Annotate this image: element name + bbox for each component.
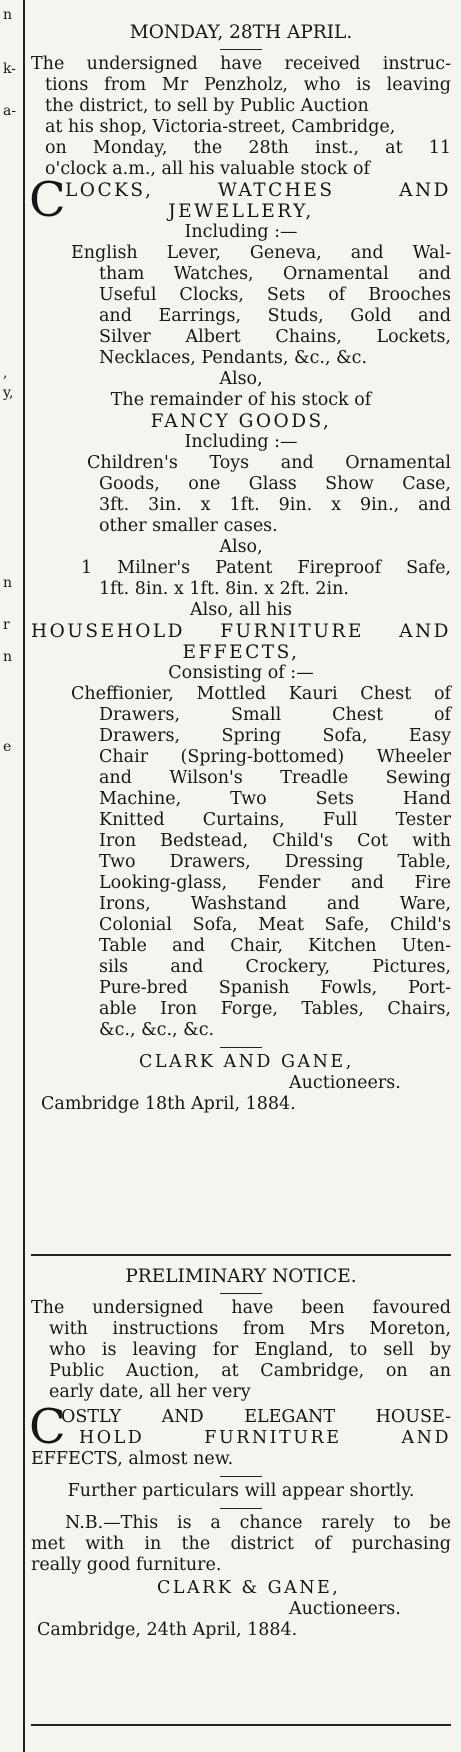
text-line: Chair (Spring-bottomed) Wheeler bbox=[99, 747, 451, 767]
text-line: N.B.—This is a chance rarely to be bbox=[65, 1513, 451, 1533]
notice-separator bbox=[31, 1724, 451, 1726]
text-line: met with in the district of purchasing bbox=[31, 1534, 451, 1554]
text-line: 1 Milner's Patent Fireproof Safe, bbox=[81, 558, 451, 578]
section-title: JEWELLERY, bbox=[168, 201, 314, 222]
text-line: Two Drawers, Dressing Table, bbox=[99, 852, 451, 872]
text-line: Irons, Washstand and Ware, bbox=[99, 894, 451, 914]
text-line: with instructions from Mrs Moreton, bbox=[49, 1319, 451, 1339]
gutter-char: n bbox=[3, 7, 13, 23]
text-line: Drawers, Spring Sofa, Easy bbox=[99, 726, 451, 746]
section-title: HOLD FURNITURE AND bbox=[79, 1428, 451, 1448]
text-line: Drawers, Small Chest of bbox=[99, 705, 451, 725]
section-title: LOCKS, WATCHES AND bbox=[65, 180, 451, 201]
gutter-char: y, bbox=[3, 385, 14, 401]
text-line: Colonial Sofa, Meat Safe, Child's bbox=[99, 915, 451, 935]
text-line: &c., &c., &c. bbox=[99, 1020, 215, 1040]
text-line: the district, to sell by Public Auction bbox=[45, 96, 369, 116]
notice-penzholz-sale bbox=[31, 0, 451, 1115]
gutter-char: e bbox=[3, 739, 12, 755]
text-line: The undersigned have been favoured bbox=[31, 1298, 451, 1318]
auctioneer-title: Auctioneers. bbox=[289, 1599, 401, 1619]
section-title: HOUSEHOLD FURNITURE AND bbox=[31, 621, 451, 642]
text-line: 1ft. 8in. x 1ft. 8in. x 2ft. 2in. bbox=[99, 579, 349, 599]
divider bbox=[220, 1047, 262, 1048]
gutter-char: , bbox=[3, 365, 8, 381]
notice-preliminary bbox=[31, 1266, 451, 1641]
text-line: Table and Chair, Kitchen Uten- bbox=[99, 936, 451, 956]
item-list bbox=[31, 558, 451, 600]
gutter-char: a- bbox=[3, 103, 17, 119]
text-line: and Earrings, Studs, Gold and bbox=[99, 306, 451, 326]
column-rule bbox=[23, 0, 25, 1752]
text-line: Pure-bred Spanish Fowls, Port- bbox=[99, 978, 451, 998]
gutter-char: n bbox=[3, 575, 13, 591]
auctioneer-title: Auctioneers. bbox=[289, 1073, 401, 1093]
dateline: Cambridge 18th April, 1884. bbox=[41, 1094, 296, 1114]
dateline: Cambridge, 24th April, 1884. bbox=[37, 1620, 298, 1640]
notice-intro bbox=[31, 54, 451, 180]
text-line: sils and Crockery, Pictures, bbox=[99, 957, 451, 977]
text-line: Goods, one Glass Show Case, bbox=[99, 474, 451, 494]
text-line: Silver Albert Chains, Lockets, bbox=[99, 327, 451, 347]
subheading: Including :— bbox=[184, 432, 298, 452]
section-title: EFFECTS, almost new. bbox=[31, 1449, 234, 1469]
text-line: Further particulars will appear shortly. bbox=[67, 1481, 415, 1501]
gutter-char: k- bbox=[3, 61, 16, 77]
text-line: tions from Mr Penzholz, who is leaving bbox=[45, 75, 451, 95]
text-line: really good furniture. bbox=[31, 1555, 222, 1575]
text-line: Public Auction, at Cambridge, on an bbox=[49, 1361, 451, 1381]
notice-intro bbox=[31, 1298, 451, 1403]
text-line: Children's Toys and Ornamental bbox=[87, 453, 451, 473]
section-title: FANCY GOODS, bbox=[150, 411, 332, 432]
gutter-char: r bbox=[3, 617, 10, 633]
text-line: at his shop, Victoria-street, Cambridge, bbox=[45, 117, 396, 137]
notice-heading: PRELIMINARY NOTICE. bbox=[125, 1266, 357, 1287]
drop-cap: C bbox=[29, 172, 66, 228]
item-list bbox=[31, 684, 451, 1041]
text-line: Necklaces, Pendants, &c., &c. bbox=[99, 348, 368, 368]
nb-note bbox=[31, 1513, 451, 1576]
text-line: The remainder of his stock of bbox=[110, 390, 372, 410]
drop-cap: C bbox=[29, 1399, 66, 1455]
divider bbox=[220, 49, 262, 50]
text-line: Also, bbox=[219, 537, 263, 557]
section-title: OSTLY AND ELEGANT HOUSE- bbox=[61, 1407, 451, 1427]
text-line: The undersigned have received instruc- bbox=[31, 54, 451, 74]
section-costly-furniture bbox=[29, 1399, 451, 1470]
text-line: English Lever, Geneva, and Wal- bbox=[71, 243, 451, 263]
text-line: other smaller cases. bbox=[99, 516, 278, 536]
text-line: and Wilson's Treadle Sewing bbox=[99, 768, 451, 788]
text-line: who is leaving for England, to sell by bbox=[49, 1340, 451, 1360]
subheading: Consisting of :— bbox=[168, 663, 314, 683]
notice-heading: MONDAY, 28TH APRIL. bbox=[129, 22, 353, 43]
auctioneer-signature: CLARK AND GANE, bbox=[139, 1052, 354, 1072]
text-line: Machine, Two Sets Hand bbox=[99, 789, 451, 809]
text-line: 3ft. 3in. x 1ft. 9in. x 9in., and bbox=[99, 495, 451, 515]
section-title: EFFECTS, bbox=[182, 642, 300, 663]
section-clocks-watches bbox=[29, 172, 451, 228]
text-line: Knitted Curtains, Full Tester bbox=[99, 810, 451, 830]
text-line: able Iron Forge, Tables, Chairs, bbox=[99, 999, 451, 1019]
gutter-char: n bbox=[3, 649, 13, 665]
text-line: Also, bbox=[219, 369, 263, 389]
text-line: Also, all his bbox=[190, 600, 292, 620]
notice-separator bbox=[31, 1254, 451, 1256]
text-line: o'clock a.m., all his valuable stock of bbox=[45, 159, 370, 179]
divider bbox=[220, 1508, 262, 1509]
divider bbox=[220, 1476, 262, 1477]
adjacent-column-fragment bbox=[0, 0, 22, 1752]
advertisement-column bbox=[29, 0, 451, 1640]
text-line: early date, all her very bbox=[49, 1382, 251, 1402]
subheading: Including :— bbox=[184, 222, 298, 242]
text-line: Cheffionier, Mottled Kauri Chest of bbox=[71, 684, 451, 704]
text-line: Useful Clocks, Sets of Brooches bbox=[99, 285, 451, 305]
item-list bbox=[31, 453, 451, 537]
auctioneer-signature: CLARK & GANE, bbox=[157, 1578, 341, 1598]
item-list bbox=[31, 243, 451, 369]
text-line: Looking-glass, Fender and Fire bbox=[99, 873, 451, 893]
text-line: on Monday, the 28th inst., at 11 bbox=[45, 138, 451, 158]
divider bbox=[220, 1293, 262, 1294]
text-line: tham Watches, Ornamental and bbox=[99, 264, 451, 284]
text-line: Iron Bedstead, Child's Cot with bbox=[99, 831, 451, 851]
